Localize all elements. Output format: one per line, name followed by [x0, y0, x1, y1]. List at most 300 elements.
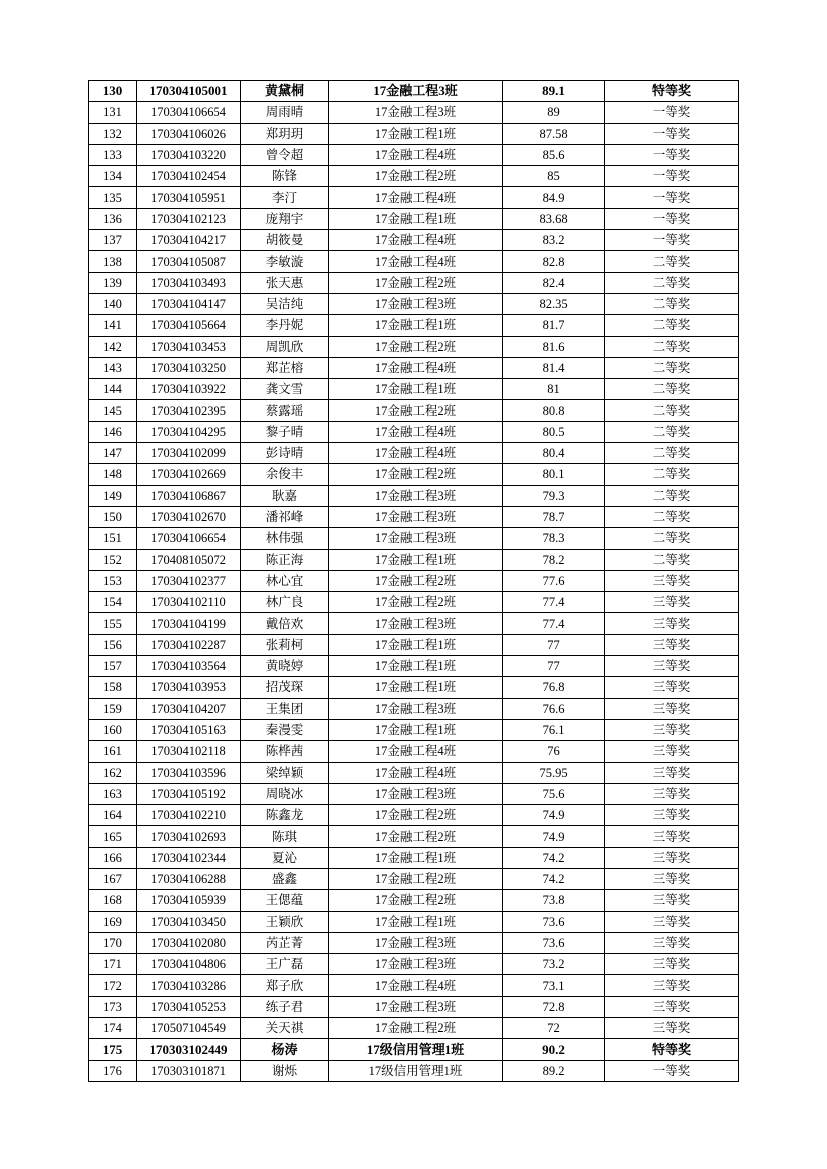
row-number-cell: 153 — [89, 570, 137, 591]
row-number-cell: 172 — [89, 975, 137, 996]
class-name-cell: 17金融工程4班 — [329, 443, 503, 464]
student-name-cell: 陈正海 — [241, 549, 329, 570]
student-id-cell: 170304103450 — [137, 911, 241, 932]
score-cell: 77 — [503, 656, 605, 677]
score-cell: 73.8 — [503, 890, 605, 911]
student-name-cell: 李丹妮 — [241, 315, 329, 336]
row-number-cell: 152 — [89, 549, 137, 570]
table-row — [89, 741, 739, 762]
row-number-cell: 144 — [89, 379, 137, 400]
student-name-cell: 彭诗晴 — [241, 443, 329, 464]
row-number-cell: 154 — [89, 592, 137, 613]
table-row — [89, 1060, 739, 1081]
award-list-table — [88, 80, 739, 1082]
student-id-cell: 170304102123 — [137, 208, 241, 229]
student-id-cell: 170304102670 — [137, 506, 241, 527]
class-name-cell: 17金融工程3班 — [329, 613, 503, 634]
class-name-cell: 17金融工程4班 — [329, 975, 503, 996]
student-id-cell: 170304103953 — [137, 677, 241, 698]
award-level-cell: 二等奖 — [605, 357, 739, 378]
row-number-cell: 168 — [89, 890, 137, 911]
table-row — [89, 847, 739, 868]
score-cell: 75.6 — [503, 783, 605, 804]
award-level-cell: 三等奖 — [605, 847, 739, 868]
student-id-cell: 170304105001 — [137, 81, 241, 102]
student-id-cell: 170304104806 — [137, 954, 241, 975]
award-level-cell: 二等奖 — [605, 293, 739, 314]
class-name-cell: 17金融工程2班 — [329, 868, 503, 889]
table-row — [89, 1039, 739, 1060]
student-name-cell: 芮芷菁 — [241, 932, 329, 953]
score-cell: 76.6 — [503, 698, 605, 719]
student-id-cell: 170304102454 — [137, 166, 241, 187]
score-cell: 78.2 — [503, 549, 605, 570]
student-id-cell: 170304105192 — [137, 783, 241, 804]
award-level-cell: 一等奖 — [605, 123, 739, 144]
table-row — [89, 656, 739, 677]
award-level-cell: 二等奖 — [605, 549, 739, 570]
class-name-cell: 17金融工程2班 — [329, 826, 503, 847]
award-level-cell: 一等奖 — [605, 102, 739, 123]
student-id-cell: 170304102080 — [137, 932, 241, 953]
table-row — [89, 166, 739, 187]
award-level-cell: 二等奖 — [605, 315, 739, 336]
class-name-cell: 17金融工程4班 — [329, 421, 503, 442]
score-cell: 81.7 — [503, 315, 605, 336]
row-number-cell: 148 — [89, 464, 137, 485]
score-cell: 87.58 — [503, 123, 605, 144]
table-row — [89, 592, 739, 613]
award-level-cell: 三等奖 — [605, 762, 739, 783]
student-name-cell: 林广良 — [241, 592, 329, 613]
student-name-cell: 盛鑫 — [241, 868, 329, 889]
award-level-cell: 三等奖 — [605, 954, 739, 975]
student-name-cell: 王集团 — [241, 698, 329, 719]
score-cell: 72 — [503, 1018, 605, 1039]
score-cell: 82.4 — [503, 272, 605, 293]
class-name-cell: 17金融工程2班 — [329, 1018, 503, 1039]
student-id-cell: 170304104147 — [137, 293, 241, 314]
student-id-cell: 170304106654 — [137, 528, 241, 549]
class-name-cell: 17金融工程4班 — [329, 251, 503, 272]
table-row — [89, 464, 739, 485]
award-level-cell: 二等奖 — [605, 506, 739, 527]
student-id-cell: 170304102344 — [137, 847, 241, 868]
row-number-cell: 138 — [89, 251, 137, 272]
score-cell: 74.9 — [503, 805, 605, 826]
student-id-cell: 170304102210 — [137, 805, 241, 826]
score-cell: 85.6 — [503, 144, 605, 165]
table-row — [89, 443, 739, 464]
score-cell: 74.9 — [503, 826, 605, 847]
class-name-cell: 17金融工程2班 — [329, 400, 503, 421]
class-name-cell: 17金融工程3班 — [329, 293, 503, 314]
student-id-cell: 170304103596 — [137, 762, 241, 783]
table-row — [89, 677, 739, 698]
student-id-cell: 170304103922 — [137, 379, 241, 400]
row-number-cell: 165 — [89, 826, 137, 847]
score-cell: 82.8 — [503, 251, 605, 272]
award-level-cell: 二等奖 — [605, 400, 739, 421]
score-cell: 90.2 — [503, 1039, 605, 1060]
student-name-cell: 庞翔宇 — [241, 208, 329, 229]
score-cell: 75.95 — [503, 762, 605, 783]
row-number-cell: 171 — [89, 954, 137, 975]
class-name-cell: 17金融工程1班 — [329, 719, 503, 740]
row-number-cell: 159 — [89, 698, 137, 719]
student-name-cell: 余俊丰 — [241, 464, 329, 485]
student-id-cell: 170304103250 — [137, 357, 241, 378]
score-cell: 89.1 — [503, 81, 605, 102]
student-name-cell: 蔡露瑶 — [241, 400, 329, 421]
table-row — [89, 272, 739, 293]
score-cell: 79.3 — [503, 485, 605, 506]
table-row — [89, 315, 739, 336]
row-number-cell: 143 — [89, 357, 137, 378]
award-level-cell: 一等奖 — [605, 144, 739, 165]
class-name-cell: 17金融工程1班 — [329, 911, 503, 932]
table-row — [89, 719, 739, 740]
table-row — [89, 379, 739, 400]
table-row — [89, 932, 739, 953]
score-cell: 89.2 — [503, 1060, 605, 1081]
class-name-cell: 17金融工程2班 — [329, 464, 503, 485]
student-id-cell: 170304105939 — [137, 890, 241, 911]
row-number-cell: 150 — [89, 506, 137, 527]
award-level-cell: 三等奖 — [605, 677, 739, 698]
student-name-cell: 梁绰颖 — [241, 762, 329, 783]
student-id-cell: 170304102287 — [137, 634, 241, 655]
award-level-cell: 三等奖 — [605, 826, 739, 847]
table-row — [89, 81, 739, 102]
class-name-cell: 17金融工程3班 — [329, 81, 503, 102]
student-id-cell: 170304103564 — [137, 656, 241, 677]
award-level-cell: 三等奖 — [605, 1018, 739, 1039]
score-cell: 73.6 — [503, 932, 605, 953]
student-id-cell: 170304103493 — [137, 272, 241, 293]
table-row — [89, 1018, 739, 1039]
student-name-cell: 郑子欣 — [241, 975, 329, 996]
student-name-cell: 张莉柯 — [241, 634, 329, 655]
row-number-cell: 156 — [89, 634, 137, 655]
score-cell: 80.4 — [503, 443, 605, 464]
table-row — [89, 208, 739, 229]
student-name-cell: 潘祁峰 — [241, 506, 329, 527]
student-id-cell: 170304106288 — [137, 868, 241, 889]
student-name-cell: 陈桦茜 — [241, 741, 329, 762]
class-name-cell: 17金融工程3班 — [329, 996, 503, 1017]
award-level-cell: 二等奖 — [605, 464, 739, 485]
score-cell: 73.1 — [503, 975, 605, 996]
class-name-cell: 17金融工程4班 — [329, 357, 503, 378]
row-number-cell: 133 — [89, 144, 137, 165]
row-number-cell: 175 — [89, 1039, 137, 1060]
table-row — [89, 400, 739, 421]
student-id-cell: 170303101871 — [137, 1060, 241, 1081]
award-level-cell: 三等奖 — [605, 741, 739, 762]
class-name-cell: 17金融工程4班 — [329, 762, 503, 783]
student-id-cell: 170304105087 — [137, 251, 241, 272]
student-name-cell: 陈锋 — [241, 166, 329, 187]
table-row — [89, 996, 739, 1017]
score-cell: 76.1 — [503, 719, 605, 740]
row-number-cell: 130 — [89, 81, 137, 102]
row-number-cell: 139 — [89, 272, 137, 293]
class-name-cell: 17金融工程2班 — [329, 272, 503, 293]
award-level-cell: 二等奖 — [605, 336, 739, 357]
student-name-cell: 林伟强 — [241, 528, 329, 549]
score-cell: 78.7 — [503, 506, 605, 527]
score-cell: 77.6 — [503, 570, 605, 591]
table-row — [89, 485, 739, 506]
award-level-cell: 三等奖 — [605, 932, 739, 953]
table-row — [89, 230, 739, 251]
student-id-cell: 170304104295 — [137, 421, 241, 442]
student-name-cell: 杨涛 — [241, 1039, 329, 1060]
class-name-cell: 17金融工程1班 — [329, 208, 503, 229]
student-id-cell: 170408105072 — [137, 549, 241, 570]
score-cell: 74.2 — [503, 868, 605, 889]
student-id-cell: 170304102693 — [137, 826, 241, 847]
student-name-cell: 王颖欣 — [241, 911, 329, 932]
table-row — [89, 634, 739, 655]
student-id-cell: 170304106026 — [137, 123, 241, 144]
student-id-cell: 170304102377 — [137, 570, 241, 591]
award-level-cell: 三等奖 — [605, 634, 739, 655]
award-level-cell: 一等奖 — [605, 208, 739, 229]
class-name-cell: 17金融工程1班 — [329, 847, 503, 868]
row-number-cell: 155 — [89, 613, 137, 634]
award-level-cell: 三等奖 — [605, 613, 739, 634]
score-cell: 83.2 — [503, 230, 605, 251]
class-name-cell: 17金融工程1班 — [329, 634, 503, 655]
score-cell: 80.1 — [503, 464, 605, 485]
student-name-cell: 林心宜 — [241, 570, 329, 591]
class-name-cell: 17金融工程2班 — [329, 805, 503, 826]
score-cell: 89 — [503, 102, 605, 123]
table-row — [89, 123, 739, 144]
student-name-cell: 周雨晴 — [241, 102, 329, 123]
award-level-cell: 二等奖 — [605, 251, 739, 272]
score-cell: 81.4 — [503, 357, 605, 378]
award-level-cell: 二等奖 — [605, 421, 739, 442]
row-number-cell: 147 — [89, 443, 137, 464]
student-name-cell: 戴倍欢 — [241, 613, 329, 634]
student-name-cell: 陈鑫龙 — [241, 805, 329, 826]
student-name-cell: 李汀 — [241, 187, 329, 208]
table-row — [89, 762, 739, 783]
student-name-cell: 吴洁纯 — [241, 293, 329, 314]
student-id-cell: 170304106867 — [137, 485, 241, 506]
student-name-cell: 王广磊 — [241, 954, 329, 975]
award-level-cell: 三等奖 — [605, 996, 739, 1017]
student-name-cell: 周晓冰 — [241, 783, 329, 804]
score-cell: 73.2 — [503, 954, 605, 975]
score-cell: 72.8 — [503, 996, 605, 1017]
table-row — [89, 868, 739, 889]
score-cell: 74.2 — [503, 847, 605, 868]
student-id-cell: 170304103220 — [137, 144, 241, 165]
student-id-cell: 170304102110 — [137, 592, 241, 613]
class-name-cell: 17金融工程1班 — [329, 677, 503, 698]
award-level-cell: 特等奖 — [605, 1039, 739, 1060]
award-level-cell: 一等奖 — [605, 166, 739, 187]
row-number-cell: 135 — [89, 187, 137, 208]
row-number-cell: 173 — [89, 996, 137, 1017]
student-id-cell: 170304104207 — [137, 698, 241, 719]
class-name-cell: 17金融工程2班 — [329, 570, 503, 591]
award-level-cell: 三等奖 — [605, 890, 739, 911]
table-row — [89, 826, 739, 847]
award-level-cell: 二等奖 — [605, 528, 739, 549]
student-name-cell: 耿嘉 — [241, 485, 329, 506]
score-cell: 83.68 — [503, 208, 605, 229]
class-name-cell: 17金融工程1班 — [329, 379, 503, 400]
class-name-cell: 17金融工程4班 — [329, 230, 503, 251]
table-row — [89, 421, 739, 442]
student-name-cell: 练子君 — [241, 996, 329, 1017]
award-level-cell: 一等奖 — [605, 230, 739, 251]
score-cell: 80.5 — [503, 421, 605, 442]
class-name-cell: 17金融工程2班 — [329, 592, 503, 613]
class-name-cell: 17金融工程3班 — [329, 698, 503, 719]
student-name-cell: 夏沁 — [241, 847, 329, 868]
score-cell: 73.6 — [503, 911, 605, 932]
award-level-cell: 三等奖 — [605, 570, 739, 591]
award-level-cell: 三等奖 — [605, 719, 739, 740]
award-level-cell: 三等奖 — [605, 805, 739, 826]
student-id-cell: 170304102395 — [137, 400, 241, 421]
row-number-cell: 158 — [89, 677, 137, 698]
student-name-cell: 郑芷榕 — [241, 357, 329, 378]
student-id-cell: 170304105163 — [137, 719, 241, 740]
student-id-cell: 170304102118 — [137, 741, 241, 762]
row-number-cell: 151 — [89, 528, 137, 549]
student-id-cell: 170304105253 — [137, 996, 241, 1017]
table-row — [89, 975, 739, 996]
student-name-cell: 招茂琛 — [241, 677, 329, 698]
student-id-cell: 170304104199 — [137, 613, 241, 634]
score-cell: 82.35 — [503, 293, 605, 314]
class-name-cell: 17金融工程3班 — [329, 932, 503, 953]
row-number-cell: 161 — [89, 741, 137, 762]
score-cell: 84.9 — [503, 187, 605, 208]
class-name-cell: 17金融工程2班 — [329, 336, 503, 357]
student-name-cell: 黄黛桐 — [241, 81, 329, 102]
student-id-cell: 170304103286 — [137, 975, 241, 996]
class-name-cell: 17金融工程1班 — [329, 123, 503, 144]
score-cell: 81 — [503, 379, 605, 400]
table-row — [89, 698, 739, 719]
award-level-cell: 一等奖 — [605, 187, 739, 208]
table-row — [89, 805, 739, 826]
table-row — [89, 954, 739, 975]
award-level-cell: 三等奖 — [605, 911, 739, 932]
row-number-cell: 137 — [89, 230, 137, 251]
row-number-cell: 141 — [89, 315, 137, 336]
row-number-cell: 160 — [89, 719, 137, 740]
class-name-cell: 17金融工程2班 — [329, 890, 503, 911]
table-row — [89, 102, 739, 123]
award-level-cell: 三等奖 — [605, 975, 739, 996]
class-name-cell: 17金融工程3班 — [329, 506, 503, 527]
student-name-cell: 陈琪 — [241, 826, 329, 847]
score-cell: 77.4 — [503, 613, 605, 634]
student-name-cell: 黄晓婷 — [241, 656, 329, 677]
award-level-cell: 三等奖 — [605, 868, 739, 889]
row-number-cell: 134 — [89, 166, 137, 187]
award-level-cell: 二等奖 — [605, 272, 739, 293]
student-id-cell: 170304106654 — [137, 102, 241, 123]
student-id-cell: 170304102099 — [137, 443, 241, 464]
row-number-cell: 162 — [89, 762, 137, 783]
table-row — [89, 506, 739, 527]
row-number-cell: 157 — [89, 656, 137, 677]
table-row — [89, 144, 739, 165]
class-name-cell: 17金融工程1班 — [329, 549, 503, 570]
award-level-cell: 三等奖 — [605, 656, 739, 677]
class-name-cell: 17金融工程4班 — [329, 741, 503, 762]
row-number-cell: 170 — [89, 932, 137, 953]
score-cell: 77 — [503, 634, 605, 655]
class-name-cell: 17级信用管理1班 — [329, 1060, 503, 1081]
row-number-cell: 174 — [89, 1018, 137, 1039]
class-name-cell: 17金融工程4班 — [329, 187, 503, 208]
student-name-cell: 李敏漩 — [241, 251, 329, 272]
table-row — [89, 890, 739, 911]
table-row — [89, 293, 739, 314]
student-id-cell: 170304103453 — [137, 336, 241, 357]
score-cell: 78.3 — [503, 528, 605, 549]
table-row — [89, 613, 739, 634]
score-cell: 76.8 — [503, 677, 605, 698]
class-name-cell: 17金融工程3班 — [329, 783, 503, 804]
table-row — [89, 911, 739, 932]
student-name-cell: 郑玥玥 — [241, 123, 329, 144]
table-row — [89, 187, 739, 208]
score-cell: 80.8 — [503, 400, 605, 421]
table-row — [89, 357, 739, 378]
student-name-cell: 曾令超 — [241, 144, 329, 165]
award-level-cell: 二等奖 — [605, 443, 739, 464]
student-id-cell: 170303102449 — [137, 1039, 241, 1060]
table-row — [89, 783, 739, 804]
score-cell: 81.6 — [503, 336, 605, 357]
student-name-cell: 王偲蕴 — [241, 890, 329, 911]
row-number-cell: 132 — [89, 123, 137, 144]
class-name-cell: 17金融工程3班 — [329, 528, 503, 549]
row-number-cell: 149 — [89, 485, 137, 506]
student-id-cell: 170304105951 — [137, 187, 241, 208]
row-number-cell: 176 — [89, 1060, 137, 1081]
student-name-cell: 周凯欣 — [241, 336, 329, 357]
score-cell: 85 — [503, 166, 605, 187]
class-name-cell: 17金融工程2班 — [329, 166, 503, 187]
class-name-cell: 17金融工程1班 — [329, 656, 503, 677]
row-number-cell: 167 — [89, 868, 137, 889]
student-name-cell: 关天祺 — [241, 1018, 329, 1039]
award-level-cell: 二等奖 — [605, 379, 739, 400]
student-name-cell: 黎子晴 — [241, 421, 329, 442]
class-name-cell: 17金融工程4班 — [329, 144, 503, 165]
row-number-cell: 146 — [89, 421, 137, 442]
class-name-cell: 17金融工程1班 — [329, 315, 503, 336]
table-row — [89, 251, 739, 272]
table-body — [89, 81, 739, 1082]
row-number-cell: 136 — [89, 208, 137, 229]
class-name-cell: 17金融工程3班 — [329, 954, 503, 975]
score-cell: 77.4 — [503, 592, 605, 613]
